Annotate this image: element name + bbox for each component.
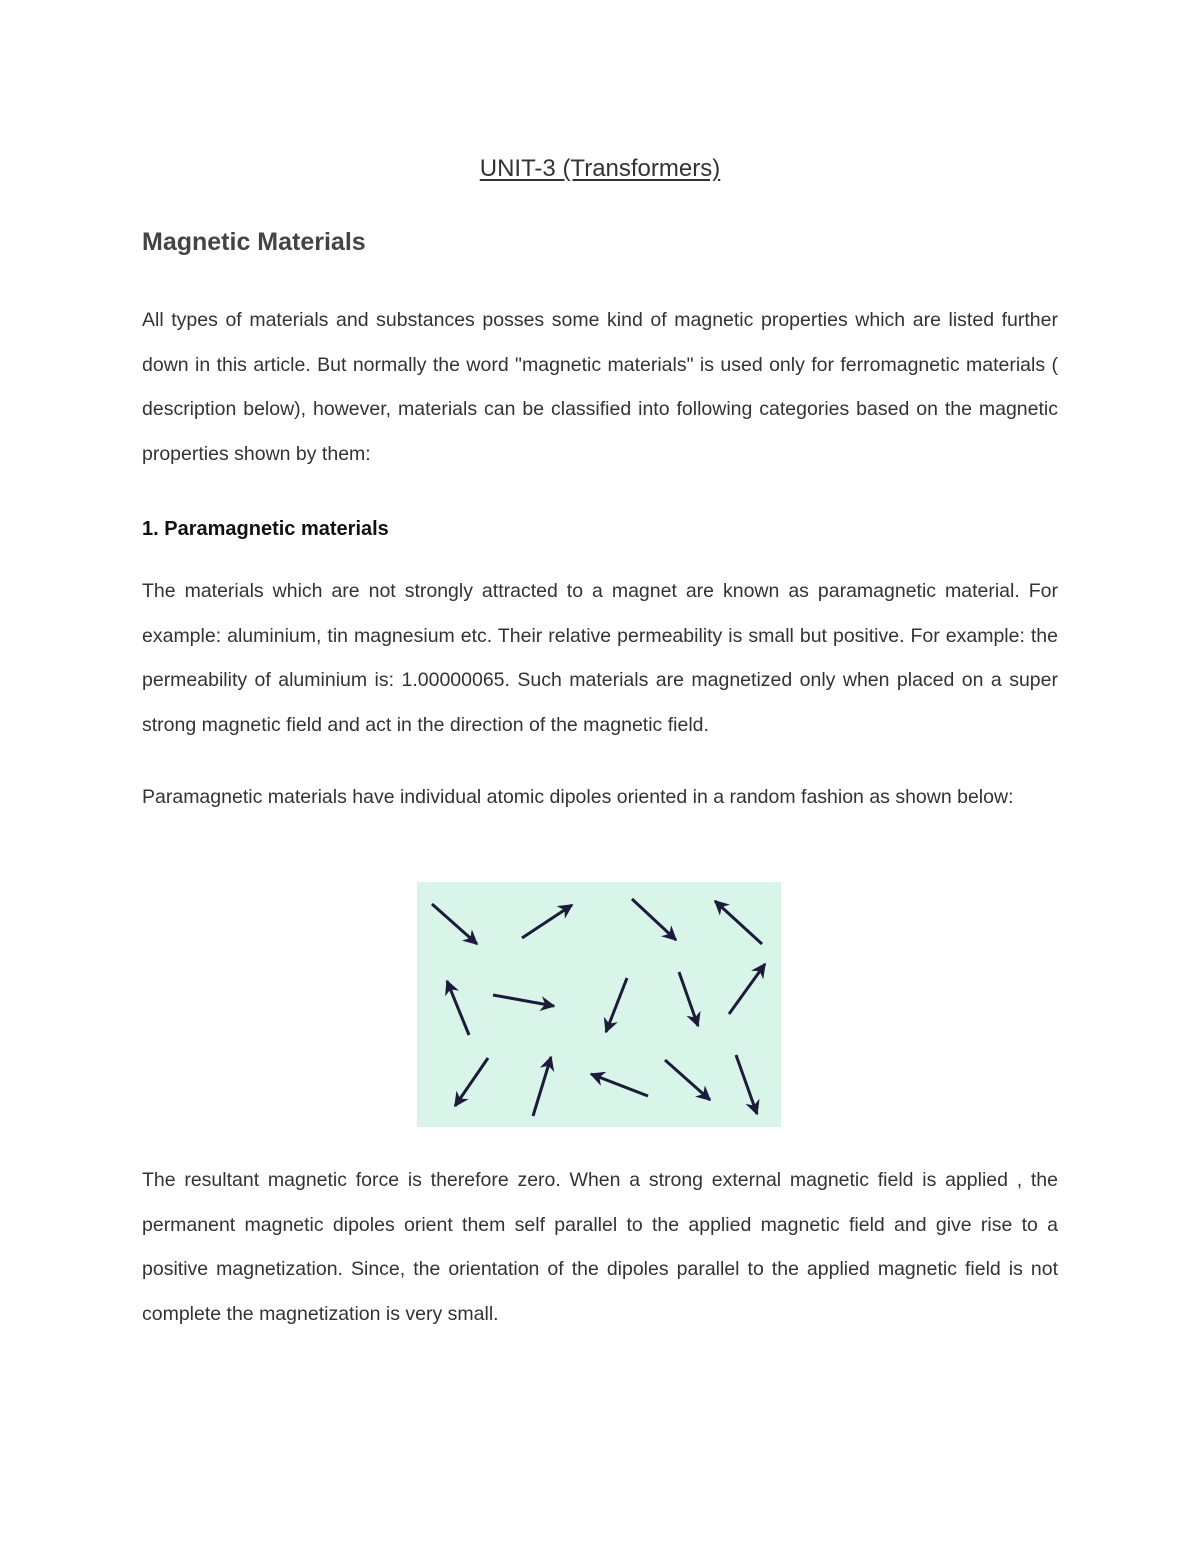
random-dipoles-figure xyxy=(417,882,781,1127)
intro-paragraph: All types of materials and substances posses some kind of magnetic properties which are listed further down in this article. But normally the word "magnetic materials" is used only for ferromagnetic materials ( description below), however, materials can be classified into following categories based on the magnetic properties shown by them: xyxy=(142,309,1058,465)
paramagnetic-paragraph: The materials which are not strongly attracted to a magnet are known as paramagnetic material. For example: aluminium, tin magnesium etc. Their relative permeability is small but positive. For example: the permeability of aluminium is: 1.00000065. Such materials are magnetized only when placed on a super strong magnetic field and act in the direction of the magnetic field. xyxy=(142,580,1058,736)
dipole-arrow xyxy=(533,1057,551,1116)
dipole-arrow xyxy=(715,901,762,944)
section-heading-magnetic-materials: Magnetic Materials xyxy=(142,228,366,256)
dipole-arrow xyxy=(606,978,627,1032)
dipole-arrow xyxy=(736,1055,757,1114)
resultant-paragraph: The resultant magnetic force is therefore zero. When a strong external magnetic field is applied , the permanent magnetic dipoles orient them self parallel to the applied magnetic field and give rise to a positive magnetization. Since, the orientation of the dipoles parallel to the applied magnetic field is not complete the magnetization is very small. xyxy=(142,1169,1058,1325)
dipole-arrow xyxy=(679,972,698,1026)
document-title: UNIT-3 (Transformers) xyxy=(479,155,721,182)
dipoles-paragraph: Paramagnetic materials have individual atomic dipoles oriented in a random fashion as shown below: xyxy=(142,786,1014,808)
dipoles-diagram xyxy=(417,882,781,1127)
dipole-arrow xyxy=(493,995,554,1006)
subsection-heading-paramagnetic: 1. Paramagnetic materials xyxy=(142,518,389,540)
dipole-arrow xyxy=(665,1060,710,1100)
dipole-arrow xyxy=(591,1074,648,1096)
dipole-arrow xyxy=(729,964,765,1014)
dipole-arrow xyxy=(455,1058,488,1106)
dipole-arrow xyxy=(632,899,676,940)
dipole-arrow xyxy=(447,981,469,1035)
dipole-arrow xyxy=(432,904,477,944)
dipole-arrow xyxy=(522,905,572,938)
